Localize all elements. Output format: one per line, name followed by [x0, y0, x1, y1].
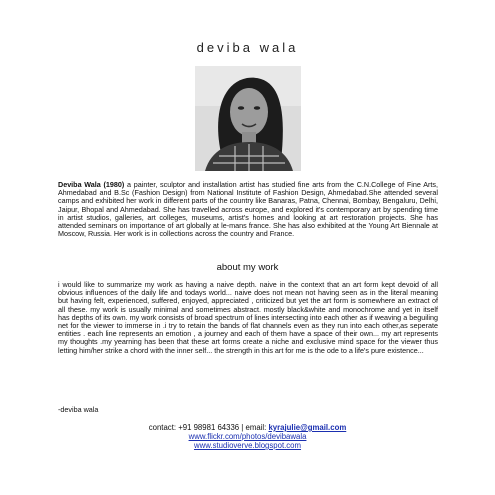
contact-prefix: contact: +91 98981 64336 | email:: [148, 423, 269, 432]
bio-paragraph: [58, 181, 438, 238]
contact-line: [0, 423, 495, 432]
page-title: deviba wala: [196, 40, 299, 55]
artist-name: Deviba Wala (1980): [58, 180, 125, 189]
flickr-link[interactable]: www.flickr.com/photos/devibawala: [188, 432, 307, 441]
blog-link[interactable]: www.studioverve.blogspot.com: [193, 441, 302, 450]
signature: -deviba wala: [58, 405, 99, 414]
section-heading: about my work: [216, 262, 279, 273]
contact-block: [0, 423, 495, 450]
email-link[interactable]: kyrajulie@gmail.com: [268, 423, 347, 432]
artist-statement: i would like to summarize my work as having a naive depth. naive in the context that an art form kept devoid of all obvious influences of the daily life and todays world... naive does not mean not having seen as in the literal meaning but having felt, experienced, suffered, enjoyed, appreciated , criticized but yet the art form is somewhere an extract of all these. my work is usually minimal and sometimes abstract. mostly black&white and monochrome and yet in itself has depths of its own. my work consists of broad spectrum of lines intersecting into each other as if weaving a beguiling net for the viewer to immerse in .i try to retain the bands of flat channels even as they run into each other,as seperate entities . each line represents an emotion , a journey and each of them have a space of their own... my art represents my thoughts .my yearning has been that these art forms create a niche and exclusive mind space for the viewer thus letting him/her strike a chord with the inner self... the strength in this art for me is the ode to a life's pure existence...: [58, 280, 438, 355]
artist-portrait: [195, 66, 301, 171]
bio-text: a painter, sculptor and installation artist has studied fine arts from the C.N.College of Fine Arts, Ahmedabad and B.Sc (Fashion Design) from National Institute of Fashion Design, Ahmedabad.She attended several camps and exhibited her work in different parts of the country like Banaras, Patna, Chennai, Bombay, Bengaluru, Delhi, Jaipur, Bhopal and Ahmedabad. She has travelled across europe, and explored it's contemporary art by spending time in artist studios, galleries, art colleges, museums, artist's homes and looking at art restoration projects. She has attended seminars on importance of art globally at le-mans france. She has also exhibited at the Young Art Biennale at Moscow, Russia. Her work is in collections across the country and France.: [58, 180, 438, 239]
portrait-illustration: [195, 66, 301, 171]
